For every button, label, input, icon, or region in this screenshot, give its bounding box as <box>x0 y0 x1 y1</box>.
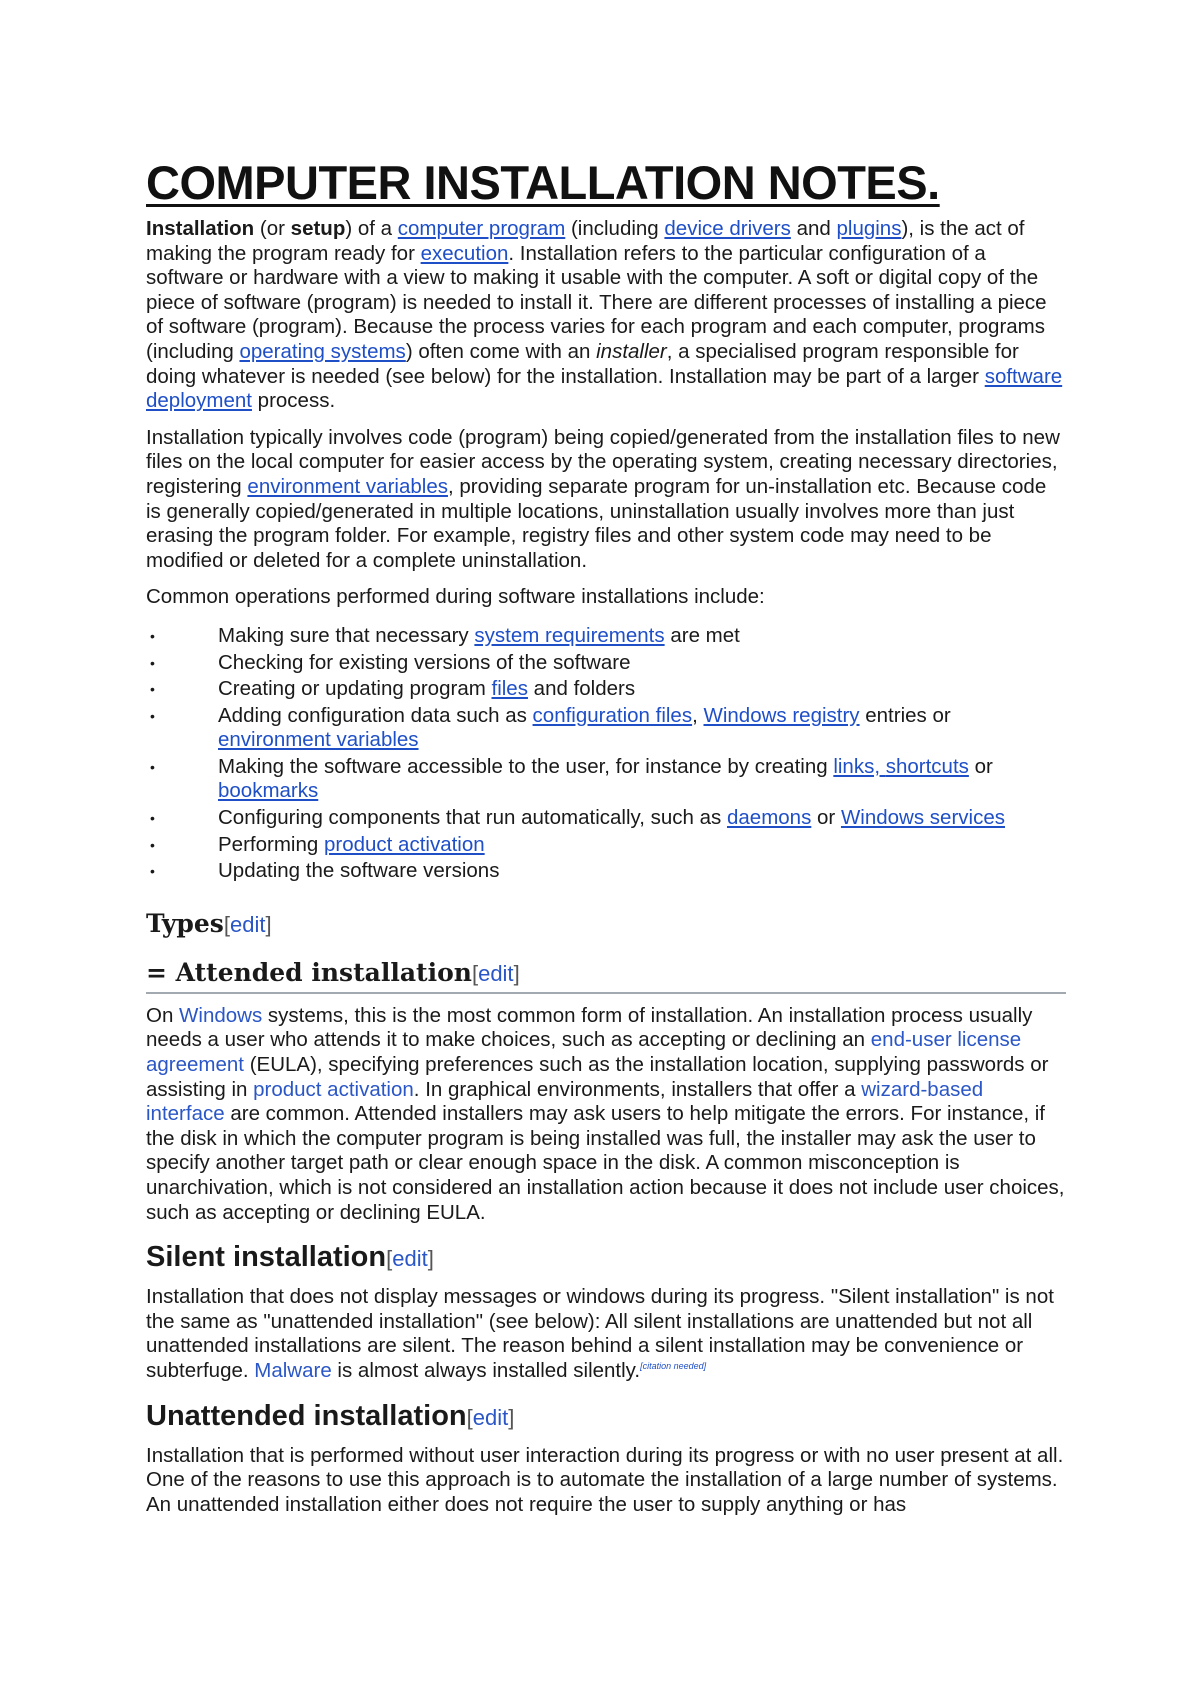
unattended-paragraph: Installation that is performed without user interaction during its progress or with no user present at all. One of the reasons to use this approach is to automate the installation of a large number of systems. An unattended installation either does not require the user to supply anything or has <box>146 1443 1064 1516</box>
bullet-icon: • <box>150 836 155 853</box>
citation-needed[interactable]: [citation needed] <box>640 1361 707 1372</box>
bullet-icon: • <box>150 681 155 698</box>
link-configuration-files[interactable]: configuration files <box>532 703 693 727</box>
list-item: • Making the software accessible to the user, for instance by creating links, shortcuts or bookmarks <box>150 754 993 803</box>
list-item: • Configuring components that run automatically, such as daemons or Windows services <box>150 806 1005 830</box>
link-eula[interactable]: end-user license agreement <box>146 1028 1022 1077</box>
link-execution[interactable]: execution <box>420 241 509 265</box>
link-software-deployment[interactable]: software deployment <box>146 364 1063 413</box>
bullet-icon: • <box>150 654 155 671</box>
link-windows-services[interactable]: Windows services <box>840 806 1005 830</box>
bullet-icon: • <box>150 707 155 724</box>
bullet-icon: • <box>150 627 155 644</box>
heading-silent-installation: Silent installation[edit] <box>146 1241 434 1274</box>
link-product-activation[interactable]: product activation <box>323 832 485 856</box>
link-environment-variables-2[interactable]: environment variables <box>218 728 419 752</box>
list-item: • Creating or updating program files and folders <box>150 677 636 701</box>
heading-attended-installation: = Attended installation[edit] <box>146 957 1066 994</box>
link-daemons[interactable]: daemons <box>726 806 812 830</box>
link-windows-registry[interactable]: Windows registry <box>703 703 860 727</box>
page-title: COMPUTER INSTALLATION NOTES. <box>146 156 940 209</box>
list-item: • Making sure that necessary system requirements are met <box>150 623 740 647</box>
link-links[interactable]: links, <box>833 754 886 778</box>
list-item: • Checking for existing versions of the software <box>150 650 631 674</box>
common-operations-intro: Common operations performed during software installations include: <box>146 585 765 609</box>
edit-link-silent[interactable]: edit <box>392 1246 428 1272</box>
link-computer-program[interactable]: computer program <box>397 217 566 240</box>
heading-unattended-installation: Unattended installation[edit] <box>146 1399 515 1432</box>
link-shortcuts[interactable]: shortcuts <box>885 754 969 778</box>
link-system-requirements[interactable]: system requirements <box>474 623 665 647</box>
intro-paragraph: Installation (or setup) of a computer program (including device drivers and plugins), is the act of making the program ready for execution. Installation refers to the particular configuration of a software or hardware with a view to making it usable with the computer. A soft or digital copy of the piece of software (program) is needed to install it. There are different processes of installing a piece of software (program). Because the process varies for each program and each computer, programs (including operating systems) often come with an installer, a specialised program responsible for doing whatever is needed (see below) for the installation. Installation may be part of a larger software deployment process. <box>146 217 1063 413</box>
link-operating-systems[interactable]: operating systems <box>239 339 406 363</box>
heading-types: Types[edit] <box>146 908 272 938</box>
list-item: • Updating the software versions <box>150 859 500 883</box>
term-installation: Installation <box>146 217 255 240</box>
bullet-icon: • <box>150 863 155 880</box>
bullet-icon: • <box>150 810 155 827</box>
list-item: • Performing product activation <box>150 832 485 856</box>
edit-link-attended[interactable]: edit <box>478 960 514 986</box>
link-plugins[interactable]: plugins <box>836 217 902 240</box>
link-files[interactable]: files <box>491 677 528 701</box>
code-copy-paragraph: Installation typically involves code (program) being copied/generated from the installation files to new files on the local computer for easier access by the operating system, creating necessary directories, registering environment variables, providing separate program for un-installation etc. Because code is generally copied/generated in multiple locations, uninstallation usually involves more than just erasing the program folder. For example, registry files and other system code may need to be modified or deleted for a complete uninstallation. <box>146 425 1060 572</box>
edit-link-types[interactable]: edit <box>229 911 266 937</box>
link-bookmarks[interactable]: bookmarks <box>218 779 319 803</box>
silent-paragraph: Installation that does not display messages or windows during its progress. "Silent installation" is not the same as "unattended installation" (see below): All silent installations are unattended but not all unattended installations are silent. The reason behind a silent installation may be convenience or subterfuge. Malware is almost always installed silently.[citation needed] <box>146 1285 1054 1382</box>
edit-link-unattended[interactable]: edit <box>472 1404 509 1430</box>
link-malware[interactable]: Malware <box>254 1358 332 1382</box>
link-product-activation-2[interactable]: product activation <box>253 1077 414 1101</box>
document-page <box>146 155 1066 1529</box>
link-wizard-based-interface[interactable]: wizard-based interface <box>146 1077 984 1126</box>
attended-paragraph: On Windows systems, this is the most common form of installation. An installation process usually needs a user who attends it to make choices, such as accepting or declining an end-user license agreement (EULA), specifying preferences such as the installation location, supplying passwords or assisting in product activation. In graphical environments, installers that offer a wizard-based interface are common. Attended installers may ask users to help mitigate the errors. For instance, if the disk in which the computer program is being installed was full, the installer may ask the user to specify another target path or clear enough space in the disk. A common misconception is unarchivation, which is not considered an installation action because it does not include user choices, such as accepting or declining EULA. <box>146 1003 1065 1224</box>
list-item: • Adding configuration data such as configuration files, Windows registry entries or environment variables <box>150 703 951 752</box>
operations-list <box>146 624 1066 884</box>
term-installer: installer <box>596 339 667 363</box>
term-setup: setup <box>290 217 346 240</box>
bullet-icon: • <box>150 758 155 775</box>
link-environment-variables[interactable]: environment variables <box>247 474 448 498</box>
link-device-drivers[interactable]: device drivers <box>664 217 791 240</box>
link-windows[interactable]: Windows <box>179 1003 263 1027</box>
